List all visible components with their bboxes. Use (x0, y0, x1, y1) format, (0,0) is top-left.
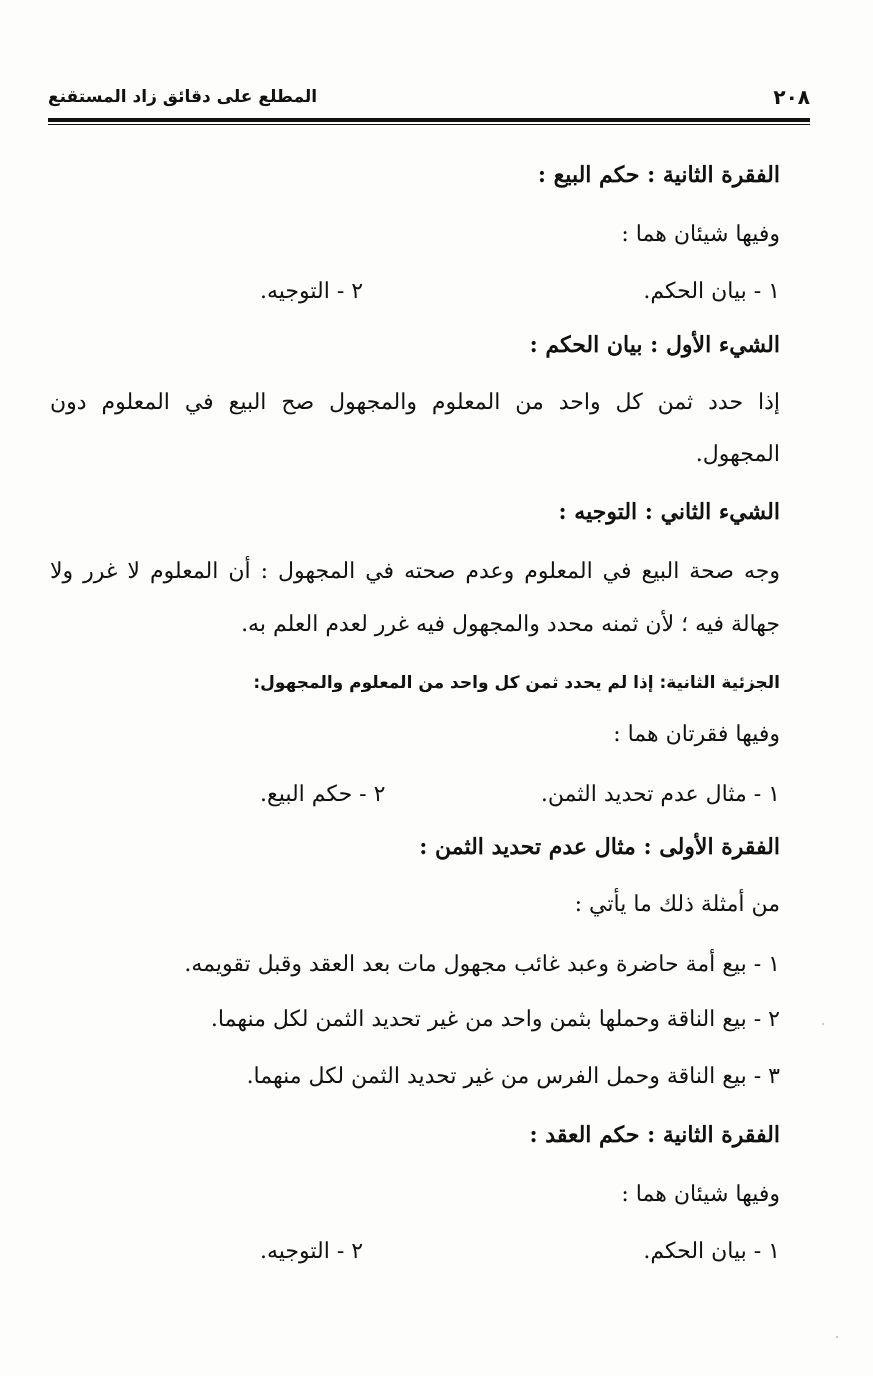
section-heading: الفقرة الثانية : حكم العقد : (529, 1122, 780, 1148)
header-rule (48, 118, 810, 122)
two-column-list (260, 1237, 780, 1267)
page-number: ٢٠٨ (773, 85, 810, 109)
header-rule-thin (48, 124, 810, 125)
running-title: المطلع على دقائق زاد المستقنع (48, 87, 318, 107)
section-heading: الفقرة الثانية : حكم البيع : (537, 162, 780, 188)
list-item: ٣ - بيع الناقة وحمل الفرس من غير تحديد الثمن لكل منهما. (246, 1064, 780, 1089)
list-item: ٢ - بيع الناقة وحملها بثمن واحد من غير تحديد الثمن لكل منهما. (210, 1007, 780, 1032)
two-column-list (260, 277, 780, 307)
paragraph-line: المجهول. (695, 442, 780, 467)
list-item: ١ - بيان الحكم. (643, 279, 780, 304)
two-column-list (260, 780, 780, 810)
page-header (48, 82, 810, 112)
scan-speck (836, 1336, 838, 1338)
list-item: ٢ - حكم البيع. (260, 782, 386, 807)
subsection-heading: الجزئية الثانية: إذا لم يحدد ثمن كل واحد من المعلوم والمجهول: (253, 673, 780, 693)
paragraph-line: من أمثلة ذلك ما يأتي : (574, 892, 780, 917)
list-item: ١ - بيع أمة حاضرة وعبد غائب مجهول مات بعد العقد وقبل تقويمه. (184, 952, 780, 977)
section-heading: الفقرة الأولى : مثال عدم تحديد الثمن : (419, 834, 780, 860)
paragraph-line: وفيها شيئان هما : (621, 1182, 780, 1207)
scan-speck (822, 1023, 824, 1025)
paragraph-line: وفيها فقرتان هما : (613, 722, 780, 747)
list-item: ١ - بيان الحكم. (643, 1239, 780, 1264)
paragraph-line: جهالة فيه ؛ لأن ثمنه محدد والمجهول فيه غرر لعدم العلم به. (241, 612, 780, 637)
paragraph-line: وفيها شيئان هما : (621, 222, 780, 247)
section-heading: الشيء الثاني : التوجيه : (558, 499, 780, 525)
list-item: ١ - مثال عدم تحديد الثمن. (540, 782, 780, 807)
paragraph-line: إذا حدد ثمن كل واحد من المعلوم والمجهول صح البيع في المعلوم دون (50, 390, 780, 415)
paragraph-line: وجه صحة البيع في المعلوم وعدم صحته في المجهول : أن المعلوم لا غرر ولا (50, 559, 780, 584)
list-item: ٢ - التوجيه. (260, 279, 364, 304)
section-heading: الشيء الأول : بيان الحكم : (529, 332, 780, 358)
list-item: ٢ - التوجيه. (260, 1239, 364, 1264)
